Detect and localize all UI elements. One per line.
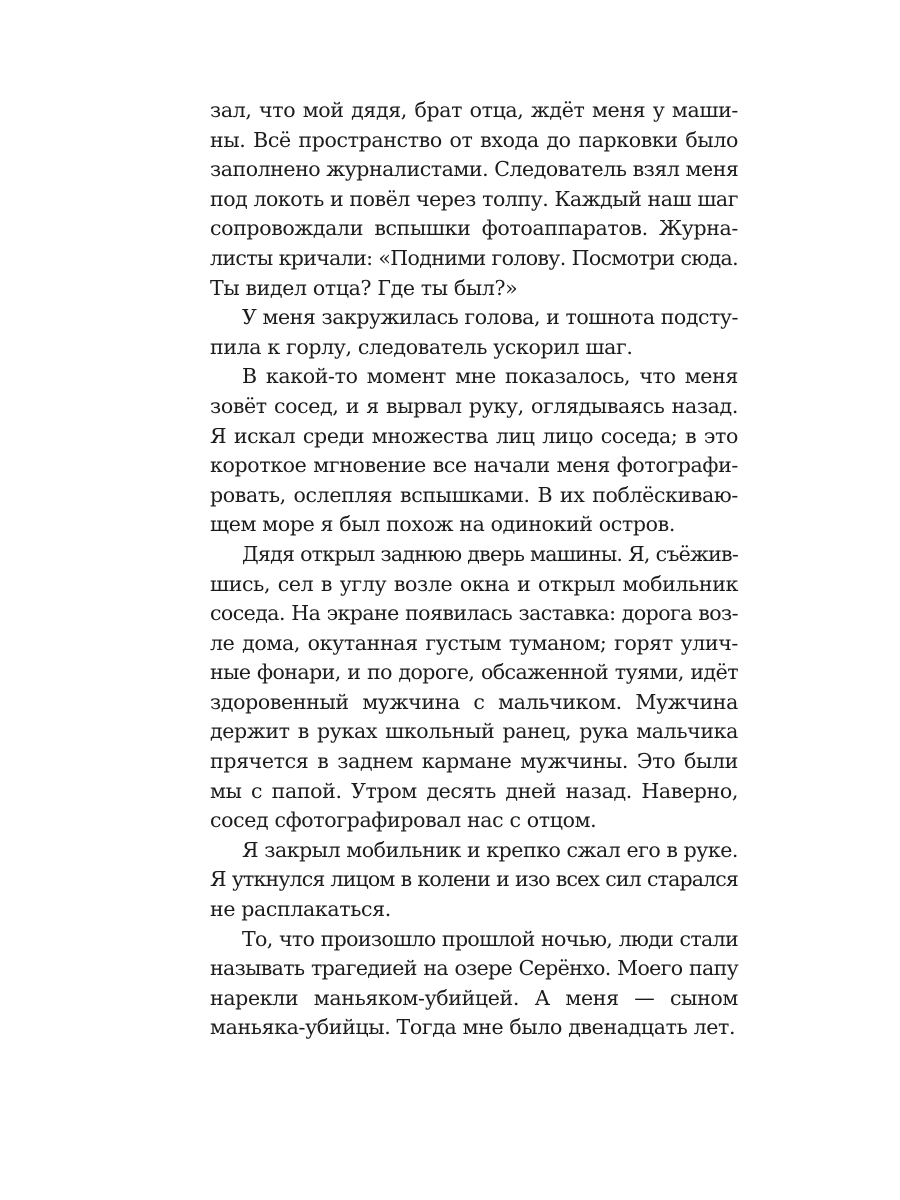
text-line: ле дома, окутанная густым туманом; горят улич-: [210, 630, 738, 655]
text-line: У меня закружилась голова, и тошнота подсту-: [242, 305, 738, 330]
text-line: ровать, ослепляя вспышками. В их поблёскиваю-: [210, 482, 738, 507]
text-line: Ты видел отца? Где ты был?»: [210, 275, 518, 300]
text-line: Дядя открыл заднюю дверь машины. Я, съёжив-: [242, 541, 738, 566]
text-line: маньяка-убийцы. Тогда мне было двенадцать лет.: [210, 1015, 736, 1040]
text-line: шись, сел в углу возле окна и открыл мобильник: [210, 571, 738, 596]
text-line: нарекли маньяком-убийцей. А меня — сыном: [210, 985, 738, 1010]
text-line: Я искал среди множества лиц лицо соседа; в это: [210, 423, 738, 448]
text-line: Я уткнулся лицом в колени и изо всех сил старался: [210, 867, 738, 892]
text-line: держит в руках школьный ранец, рука мальчика: [210, 719, 738, 744]
paragraph-2: [210, 303, 738, 362]
paragraph-6: [210, 925, 738, 1043]
text-line: соседа. На экране появилась заставка: дорога воз-: [210, 601, 738, 626]
text-line: прячется в заднем кармане мужчины. Это были: [210, 749, 738, 774]
text-line: зал, что мой дядя, брат отца, ждёт меня у маши-: [210, 98, 738, 122]
text-line: называть трагедией на озере Серёнхо. Моего папу: [210, 956, 738, 981]
text-line: В какой-то момент мне показалось, что меня: [242, 364, 738, 389]
paragraph-4: [210, 540, 738, 836]
text-line: ны. Всё пространство от входа до парковки было: [210, 127, 738, 152]
text-line: щем море я был похож на одинокий остров.: [210, 512, 676, 537]
text-line: Я закрыл мобильник и крепко сжал его в руке.: [242, 837, 738, 862]
paragraph-1: [210, 96, 738, 303]
text-line: мы с папой. Утром десять дней назад. Наверно,: [210, 778, 738, 803]
text-line: не расплакаться.: [210, 897, 391, 922]
text-line: листы кричали: «Подними голову. Посмотри сюда.: [210, 245, 738, 270]
paragraph-3: [210, 362, 738, 540]
text-line: короткое мгновение все начали меня фотографи-: [210, 453, 738, 478]
text-line: сосед сфотографировал нас с отцом.: [210, 808, 597, 833]
text-line: зовёт сосед, и я вырвал руку, оглядываясь назад.: [210, 393, 738, 418]
text-line: здоровенный мужчина с мальчиком. Мужчина: [210, 689, 738, 714]
text-line: пила к горлу, следователь ускорил шаг.: [210, 334, 633, 359]
text-line: заполнено журналистами. Следователь взял меня: [210, 157, 739, 182]
paragraph-5: [210, 836, 738, 925]
text-line: То, что произошло прошлой ночью, люди стали: [242, 926, 738, 951]
book-page-text: [210, 96, 738, 1043]
text-line: сопровождали вспышки фотоаппаратов. Журна-: [210, 216, 738, 241]
text-line: ные фонари, и по дороге, обсаженной туями, идёт: [210, 660, 738, 685]
text-line: под локоть и повёл через толпу. Каждый наш шаг: [210, 186, 738, 211]
